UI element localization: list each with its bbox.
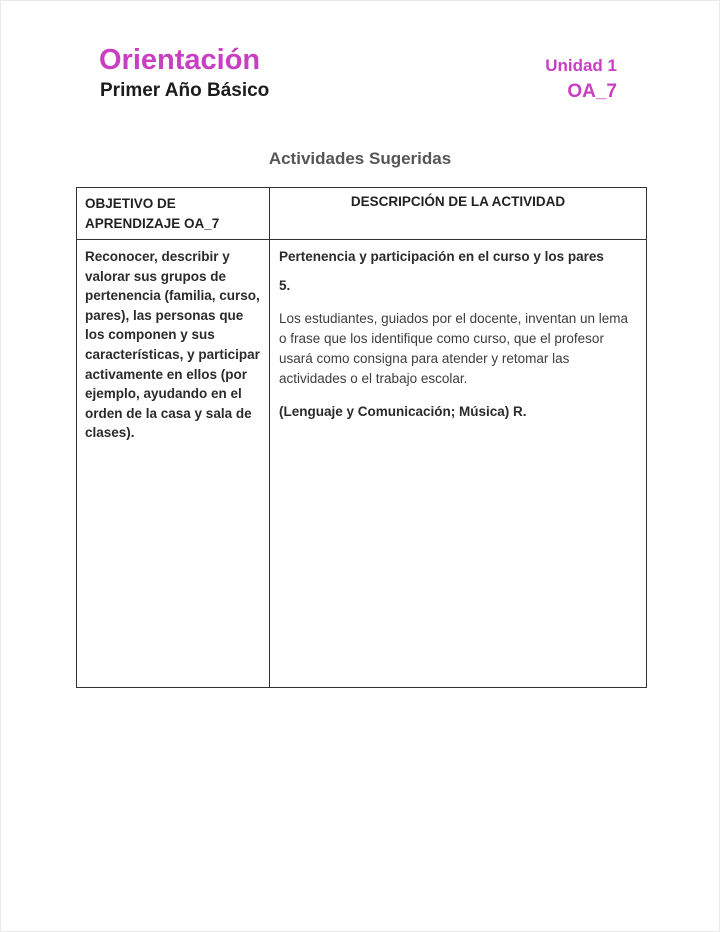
grade-subtitle: Primer Año Básico <box>100 80 270 101</box>
table-row <box>77 240 647 688</box>
activity-body: Los estudiantes, guiados por el docente, inventan un lema o frase que los identifique como curso, que el profesor usará como consigna para atender y retomar las actividades o el trabajo escolar. <box>279 310 628 387</box>
activity-number: 5. <box>279 278 291 294</box>
subject-title: Orientación <box>99 44 261 76</box>
oa-code-label: OA_7 <box>567 81 617 103</box>
unit-block <box>545 56 617 104</box>
activity-title: Pertenencia y participación en el curso y los pares <box>279 249 604 265</box>
header-objective: OBJETIVO DE APRENDIZAJE OA_7 <box>77 188 270 240</box>
table-header-row <box>77 188 647 240</box>
section-title: Actividades Sugeridas <box>268 149 452 168</box>
objective-cell: Reconocer, describir y valorar sus grupos de pertenencia (familia, curso, pares), las personas que los componen y sus características, y participar activamente en ellos (por ejemplo, ayudando en el orden de la casa y sala de clases). <box>77 240 270 688</box>
header-description: DESCRIPCIÓN DE LA ACTIVIDAD <box>270 188 647 240</box>
activities-table <box>76 187 647 688</box>
unit-label: Unidad 1 <box>545 56 617 75</box>
activity-subjects: (Lenguaje y Comunicación; Música) R. <box>279 403 527 419</box>
description-cell <box>270 240 647 688</box>
